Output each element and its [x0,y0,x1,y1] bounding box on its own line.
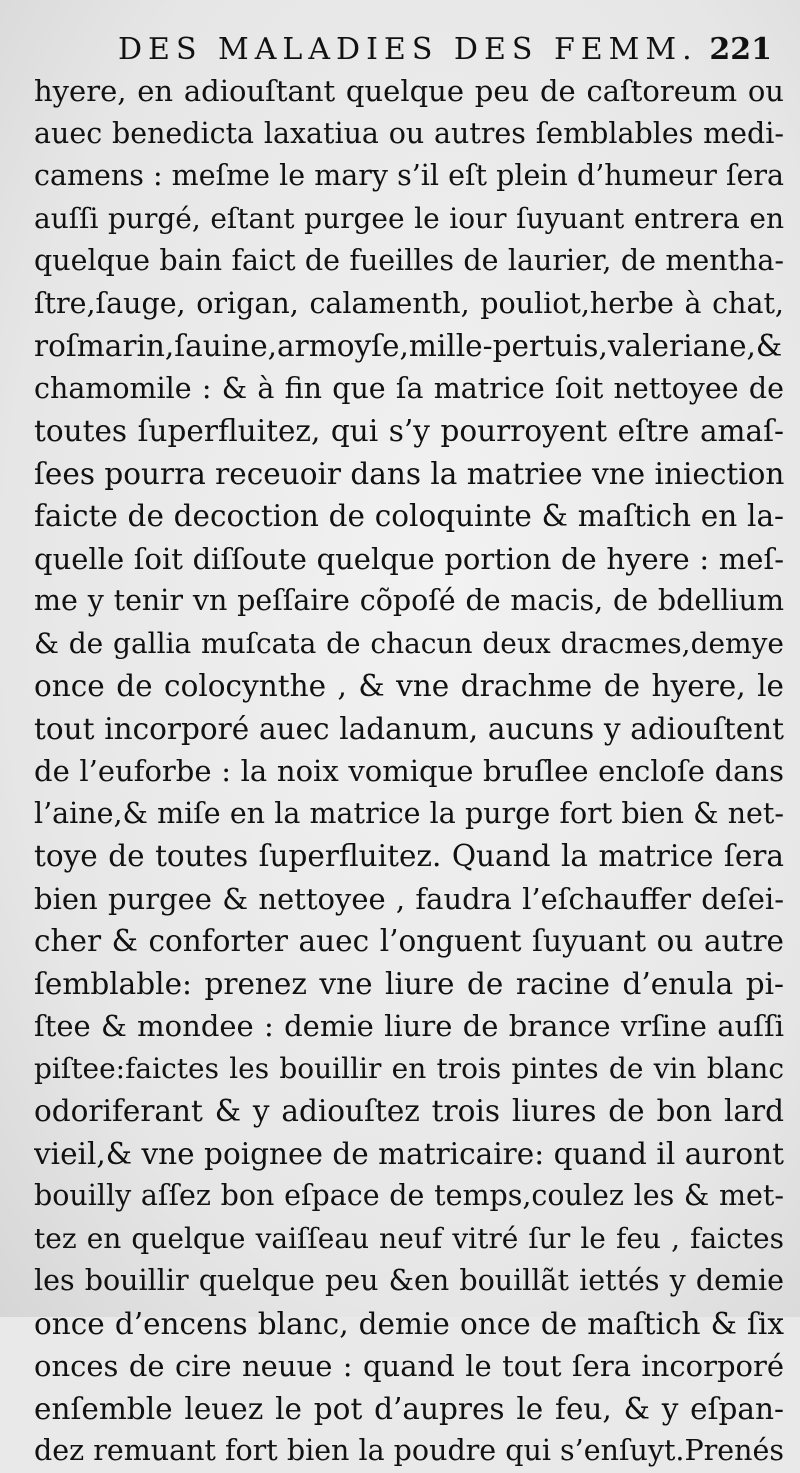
text-line: camens : meſme le mary s’il eſt plein d’humeur ſera [34,159,784,192]
text-line: cher & conforter auec l’onguent ſuyuant ou autre [34,924,784,958]
text-line: de l’euforbe : la noix vomique bruſlee encloſe dans [34,754,784,788]
text-line: bouilly aſſez bon eſpace de temps,coulez les & met- [34,1179,784,1212]
text-line: vieil,& vne poignee de matricaire: quand il auront [34,1136,784,1171]
text-line: enſemble leuez le pot d’aupres le feu, & y eſpan- [34,1391,784,1426]
text-line: odoriferant & y adiouſtez trois liures de bon lard [34,1094,784,1128]
text-line: quelque bain faict de fueilles de laurier, de mentha- [34,244,784,277]
page-number: 221 [709,32,772,67]
text-line: roſmarin,ſauine,armoyſe,mille-pertuis,valeriane,& [34,329,783,363]
text-line: me y tenir vn peſſaire cõpoſé de macis, de bdellium [34,584,784,617]
text-line: onces de cire neuue : quand le tout ſera incorporé [34,1349,784,1383]
text-line: l’aine,& miſe en la matrice la purge fort bien & net- [34,796,784,830]
text-line: auec benedicta laxatiua ou autres ſemblables medi- [34,116,784,150]
text-line: tout incorporé auec ladanum, aucuns y adiouſtent [34,711,784,746]
text-line: once d’encens blanc, demie once de maſtich & ſix [34,1306,784,1341]
text-line: auſſi purgé, eſtant purgee le iour ſuyuant entrera en [34,201,784,235]
text-line: toye de toutes ſuperfluitez. Quand la matrice ſera [34,839,784,873]
running-title: DES MALADIES DES FEMM. [118,32,698,67]
text-line: toutes ſuperfluitez, qui s’y pourroyent eſtre amaſ- [34,414,784,448]
text-line: & de gallia muſcata de chacun deux dracmes,demye [34,626,784,660]
text-line: piſtee:faictes les bouillir en trois pintes de vin blanc [34,1051,784,1085]
text-line: tez en quelque vaiſſeau neuf vitré ſur le feu , faictes [34,1221,784,1255]
text-line: les bouillir quelque peu &en bouillãt iettés y demie [34,1264,784,1297]
text-line: chamomile : & à fin que ſa matrice ſoit nettoyee de [34,371,784,405]
text-line: ſemblable: prenez vne liure de racine d’enula pi- [34,966,784,1001]
text-line: dez remuant fort bien la poudre qui s’enſuyt.Prenés [34,1434,784,1467]
text-line: bien purgee & nettoyee , faudra l’eſchauffer deſei- [34,881,784,916]
page-header [0,30,800,70]
body-text [34,70,784,1473]
text-line: once de colocynthe , & vne drachme de hyere, le [34,669,784,703]
text-line: faicte de decoction de coloquinte & maſtich en la- [34,499,784,533]
text-line: ſtre,ſauge, origan, calamenth, pouliot,herbe à chat, [34,286,784,320]
text-line: hyere, en adiouſtant quelque peu de caſtoreum ou [34,74,784,108]
text-line: ſtee & mondee : demie liure de brance vrſine auſſi [34,1009,784,1043]
text-line: ſees pourra receuoir dans la matriee vne iniection [34,456,784,491]
text-line: quelle ſoit diſſoute quelque portion de hyere : meſ- [34,541,784,576]
